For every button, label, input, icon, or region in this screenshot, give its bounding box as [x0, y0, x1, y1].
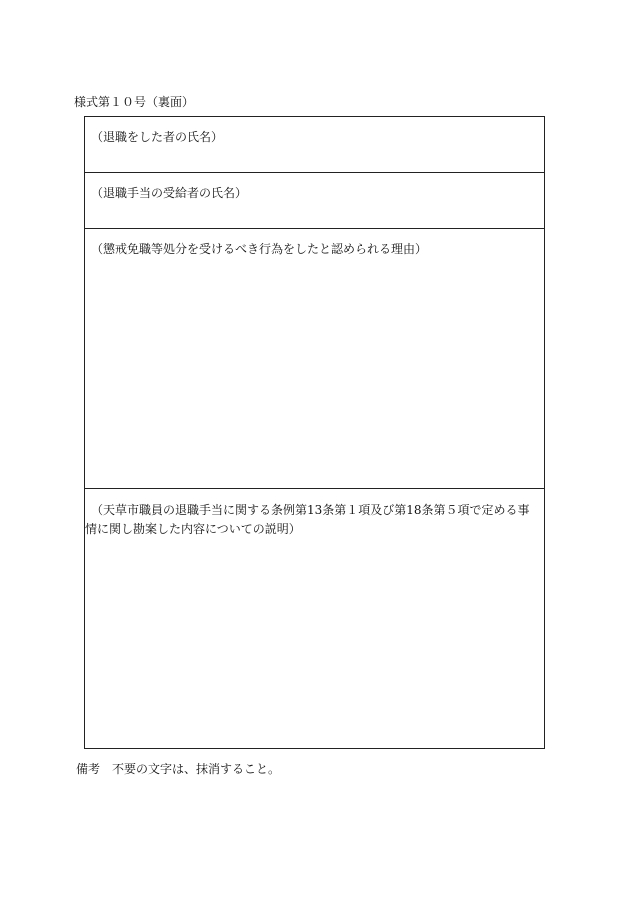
recipient-name-field[interactable]: [85, 173, 544, 229]
retiree-name-field[interactable]: [85, 117, 544, 173]
form-title: 様式第１０号（裏面）: [74, 95, 195, 109]
circumstances-explanation-label: （天草市職員の退職手当に関する条例第13条第１項及び第18条第５項で定める事情に関し勘案した内容についての説明）: [85, 503, 530, 536]
disciplinary-reason-field[interactable]: [85, 229, 544, 489]
retiree-name-label: （退職をした者の氏名）: [91, 130, 224, 144]
recipient-name-label: （退職手当の受給者の氏名）: [91, 186, 248, 200]
disciplinary-reason-label: （懲戒免職等処分を受けるべき行為をしたと認められる理由）: [91, 242, 428, 256]
circumstances-explanation-field[interactable]: [85, 489, 544, 748]
form-table: [84, 116, 545, 749]
remark-note: 備考 不要の文字は、抹消すること。: [76, 762, 281, 776]
